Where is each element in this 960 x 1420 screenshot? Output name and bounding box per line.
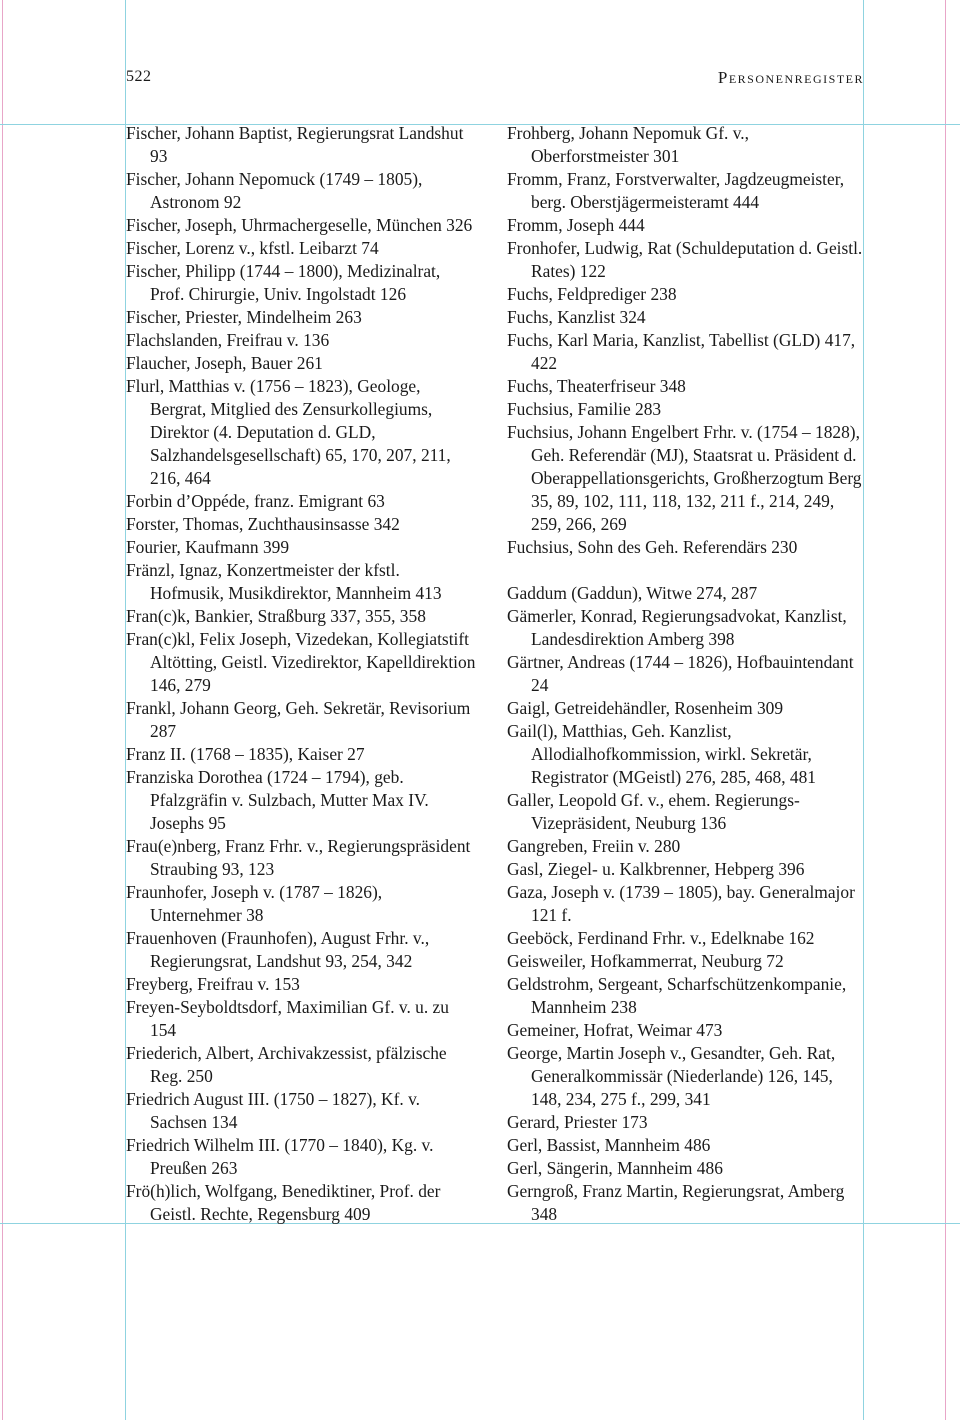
index-entry: Frö(h)lich, Wolfgang, Benediktiner, Prof. der Geistl. Rechte, Regensburg 409 — [126, 1181, 441, 1224]
index-entry: Geisweiler, Hofkammerrat, Neuburg 72 — [507, 951, 784, 971]
index-entry: Fromm, Joseph 444 — [507, 215, 645, 235]
index-entry: George, Martin Joseph v., Gesandter, Geh. Rat, Generalkommissär (Niederlande) 126, 145, 148, 234, 275 f., 299, 341 — [507, 1043, 836, 1109]
index-entry: Friedrich Wilhelm III. (1770 – 1840), Kg. v. Preußen 263 — [126, 1135, 434, 1178]
index-entry: Frau(e)nberg, Franz Frhr. v., Regierungspräsident Straubing 93, 123 — [126, 836, 471, 879]
trim-guide-right — [945, 0, 946, 1420]
index-entry: Fromm, Franz, Forstverwalter, Jagdzeugmeister, berg. Oberstjägermeisteramt 444 — [507, 169, 845, 212]
index-entry: Gerl, Sängerin, Mannheim 486 — [507, 1158, 723, 1178]
index-entry-section-g: Gaddum (Gaddun), Witwe 274, 287 — [507, 583, 758, 603]
index-entry: Friederich, Albert, Archivakzessist, pfälzische Reg. 250 — [126, 1043, 447, 1086]
page-number: 522 — [126, 68, 152, 85]
index-entry: Freyen-Seyboldtsdorf, Maximilian Gf. v. u. zu 154 — [126, 997, 449, 1040]
index-entry: Geeböck, Ferdinand Frhr. v., Edelknabe 162 — [507, 928, 815, 948]
index-entry: Gaza, Joseph v. (1739 – 1805), bay. Generalmajor 121 f. — [507, 882, 855, 925]
index-entry: Fourier, Kaufmann 399 — [126, 537, 290, 557]
index-entry: Fuchs, Kanzlist 324 — [507, 307, 646, 327]
index-entry: Gärtner, Andreas (1744 – 1826), Hofbauintendant 24 — [507, 652, 854, 695]
index-entry: Fischer, Johann Baptist, Regierungsrat Landshut 93 — [126, 123, 464, 166]
index-entry: Frankl, Johann Georg, Geh. Sekretär, Revisorium 287 — [126, 698, 471, 741]
index-entry: Fran(c)k, Bankier, Straßburg 337, 355, 358 — [126, 606, 426, 626]
index-entry: Fischer, Philipp (1744 – 1800), Medizinalrat, Prof. Chirurgie, Univ. Ingolstadt 126 — [126, 261, 441, 304]
index-entry: Geldstrohm, Sergeant, Scharfschützenkompanie, Mannheim 238 — [507, 974, 847, 1017]
index-entry: Fronhofer, Ludwig, Rat (Schuldeputation d. Geistl. Rates) 122 — [507, 238, 863, 281]
index-entry: Frohberg, Johann Nepomuk Gf. v., Oberforstmeister 301 — [507, 123, 749, 166]
index-entry: Fuchs, Karl Maria, Kanzlist, Tabellist (GLD) 417, 422 — [507, 330, 856, 373]
index-entry: Fraunhofer, Joseph v. (1787 – 1826), Unternehmer 38 — [126, 882, 383, 925]
index-entry: Gangreben, Freiin v. 280 — [507, 836, 681, 856]
trim-guide-left — [2, 0, 3, 1420]
index-entry: Fuchsius, Sohn des Geh. Referendärs 230 — [507, 537, 798, 557]
index-entry: Fuchsius, Familie 283 — [507, 399, 662, 419]
index-entry: Fränzl, Ignaz, Konzertmeister der kfstl. Hofmusik, Musikdirektor, Mannheim 413 — [126, 560, 442, 603]
index-entry: Gämerler, Konrad, Regierungsadvokat, Kanzlist, Landesdirektion Amberg 398 — [507, 606, 847, 649]
index-entry: Fischer, Johann Nepomuck (1749 – 1805), Astronom 92 — [126, 169, 423, 212]
index-entry: Flachslanden, Freifrau v. 136 — [126, 330, 330, 350]
index-entry: Friedrich August III. (1750 – 1827), Kf. v. Sachsen 134 — [126, 1089, 420, 1132]
index-entry: Franziska Dorothea (1724 – 1794), geb. Pfalzgräfin v. Sulzbach, Mutter Max IV. Josephs 95 — [126, 767, 429, 833]
index-entry: Freyberg, Freifrau v. 153 — [126, 974, 300, 994]
index-entry: Gerngroß, Franz Martin, Regierungsrat, Amberg 348 — [507, 1181, 845, 1224]
index-entry: Gail(l), Matthias, Geh. Kanzlist, Allodialhofkommission, wirkl. Sekretär, Registrator (MGeistl) 276, 285, 468, 481 — [507, 721, 816, 787]
index-entry: Fischer, Priester, Mindelheim 263 — [126, 307, 362, 327]
index-entry: Flaucher, Joseph, Bauer 261 — [126, 353, 323, 373]
index-entry: Frauenhoven (Fraunhofen), August Frhr. v., Regierungsrat, Landshut 93, 254, 342 — [126, 928, 430, 971]
index-entry: Fischer, Joseph, Uhrmachergeselle, München 326 — [126, 215, 473, 235]
index-entry: Fuchs, Theaterfriseur 348 — [507, 376, 686, 396]
index-entry: Gasl, Ziegel- u. Kalkbrenner, Hebperg 396 — [507, 859, 805, 879]
index-entry: Franz II. (1768 – 1835), Kaiser 27 — [126, 744, 365, 764]
index-entry: Gerl, Bassist, Mannheim 486 — [507, 1135, 711, 1155]
index-entry: Gaigl, Getreidehändler, Rosenheim 309 — [507, 698, 784, 718]
index-column-left — [126, 122, 476, 1226]
index-entry: Flurl, Matthias v. (1756 – 1823), Geologe, Bergrat, Mitglied des Zensurkollegiums, Direktor (4. Deputation d. GLD, Salzhandelsgesellschaft) 65, 170, 207, 211, 216, 464 — [126, 376, 451, 488]
index-entry: Fuchs, Feldprediger 238 — [507, 284, 677, 304]
index-column-right — [507, 122, 867, 1226]
running-head: Personenregister — [717, 68, 864, 87]
index-entry: Galler, Leopold Gf. v., ehem. Regierungs-Vizepräsident, Neuburg 136 — [507, 790, 800, 833]
index-entry: Gemeiner, Hofrat, Weimar 473 — [507, 1020, 723, 1040]
index-entry: Forster, Thomas, Zuchthausinsasse 342 — [126, 514, 400, 534]
index-entry: Gerard, Priester 173 — [507, 1112, 648, 1132]
index-entry: Fischer, Lorenz v., kfstl. Leibarzt 74 — [126, 238, 379, 258]
index-entry: Fuchsius, Johann Engelbert Frhr. v. (1754 – 1828), Geh. Referendär (MJ), Staatsrat u. Präsident d. Oberappellationsgerichts, Großherzogtum Berg 35, 89, 102, 111, 118, 132, 211 f., 214, 249, 259, 266, 269 — [507, 422, 862, 534]
index-entry: Fran(c)kl, Felix Joseph, Vizedekan, Kollegiatstift Altötting, Geistl. Vizedirektor, Kapelldirektion 146, 279 — [126, 629, 476, 695]
index-entry: Forbin d’Oppéde, franz. Emigrant 63 — [126, 491, 385, 511]
